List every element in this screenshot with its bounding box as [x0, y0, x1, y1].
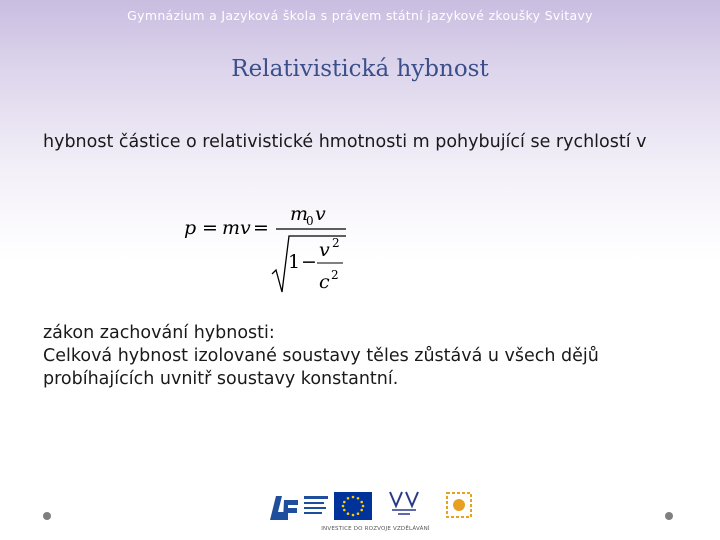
formula-one: 1: [288, 251, 301, 273]
left-bullet-dot: [43, 512, 51, 520]
law-heading: zákon zachování hybnosti:: [43, 323, 275, 343]
formula-c-exp: 2: [331, 268, 339, 282]
formula-numerator-v: v: [315, 203, 326, 225]
footer-caption: INVESTICE DO ROZVOJE VZDĚLÁVÁNÍ: [321, 526, 430, 532]
formula-c: c: [319, 271, 330, 293]
law-text: Celková hybnost izolované soustavy těles zůstává u všech dějů probíhajících uvnitř soustavy konstantní.: [43, 346, 599, 389]
formula-p: p: [184, 217, 197, 239]
op-vk-logo: [444, 490, 474, 522]
right-bullet-dot: [665, 512, 673, 520]
esf-logo: [268, 490, 330, 524]
school-header: Gymnázium a Jazyková škola s právem státní jazykové zkoušky Svitavy: [127, 8, 593, 23]
formula-equals: =: [202, 217, 218, 239]
eu-flag-logo: [334, 492, 372, 520]
slide-title: Relativistická hybnost: [231, 56, 489, 82]
momentum-formula: [180, 196, 360, 296]
footer-logos: [268, 488, 478, 536]
formula-equals-2: =: [253, 217, 269, 239]
formula-numerator-sub: 0: [306, 214, 314, 228]
intro-text: hybnost částice o relativistické hmotnosti m pohybující se rychlostí v: [43, 132, 647, 152]
msmt-logo: [386, 488, 422, 522]
formula-v-exp: 2: [332, 236, 340, 250]
formula-numerator-m: m: [290, 203, 309, 225]
formula-minus: −: [301, 251, 317, 273]
conservation-law-block: [43, 322, 683, 391]
formula-mv: mv: [222, 217, 251, 239]
formula-v: v: [319, 239, 330, 261]
